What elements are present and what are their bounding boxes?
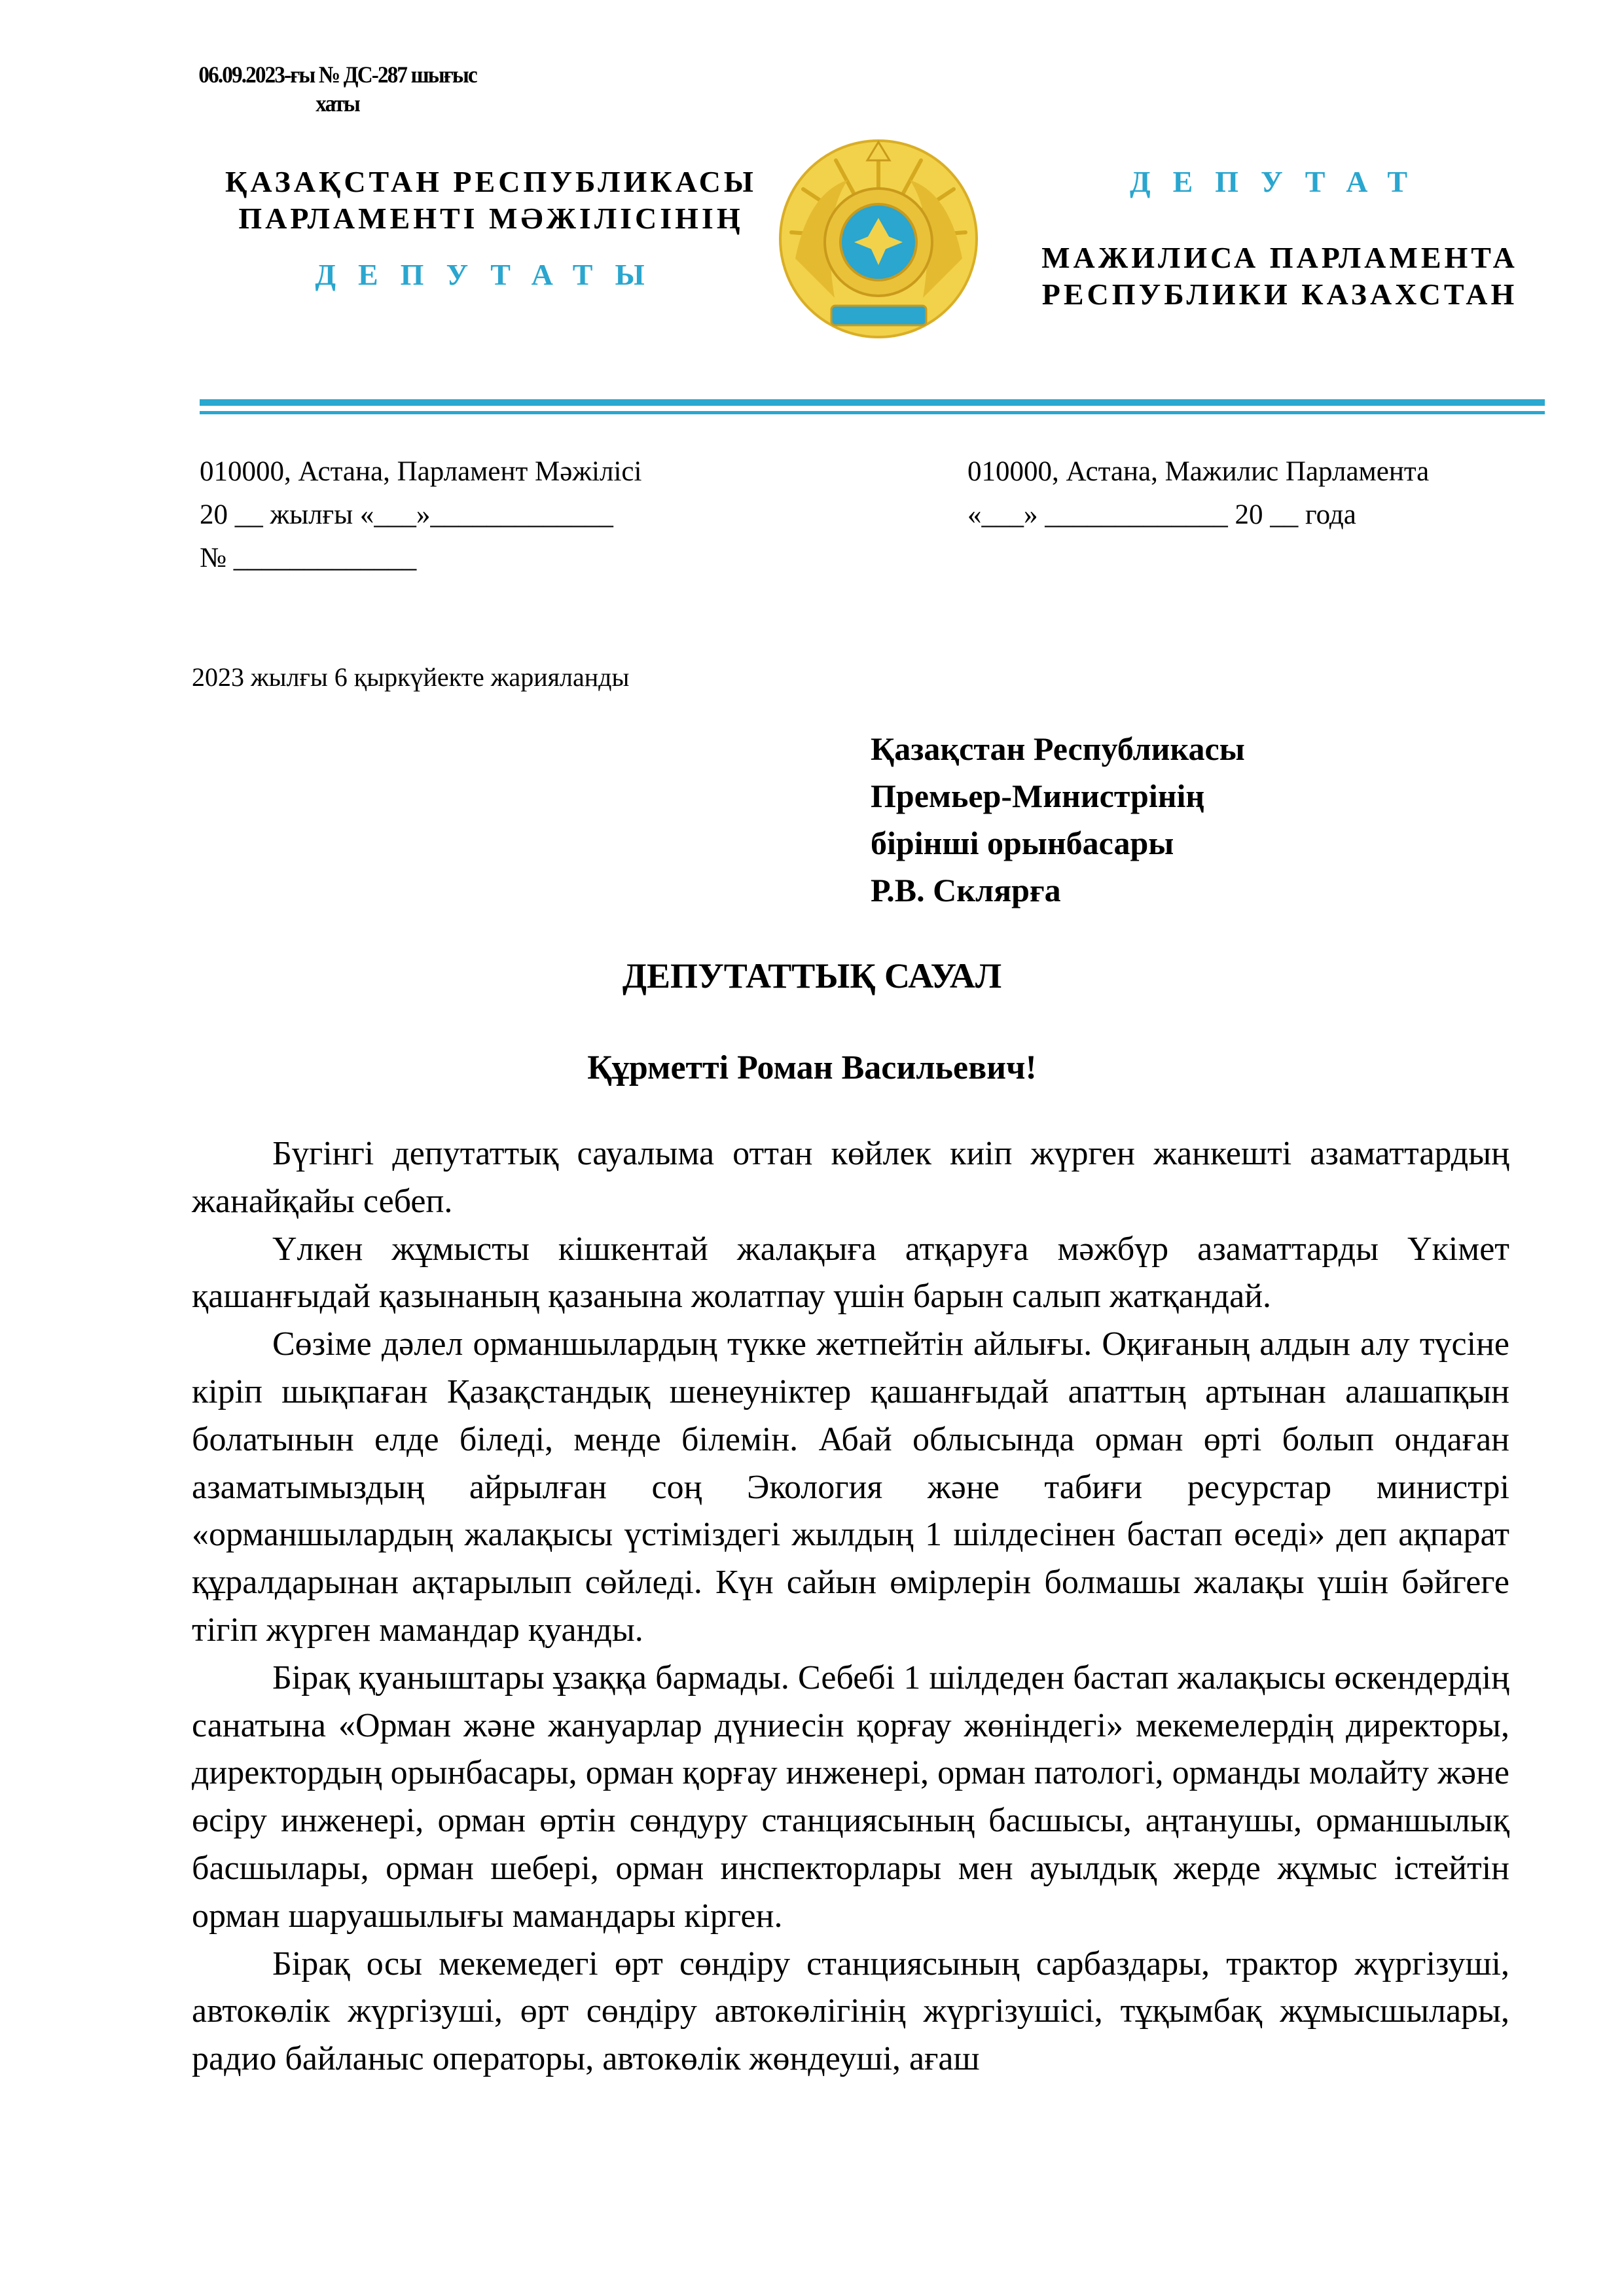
header-divider-thin bbox=[200, 411, 1545, 414]
state-emblem-icon bbox=[769, 134, 988, 344]
body-paragraph: Бірақ қуаныштары ұзаққа бармады. Себебі 1 шілдеден бастап жалақысы өскендердің санатына «Орман және жануарлар дүниесін қорғау жөніндегі» мекемелердің директоры, директордың орынбасары, орман қорғау инженері, орман патологі, орманды молайту және өсіру инженері, орман өртін сөндуру станциясының басшысы, аңтанушы, орманшылық басшылары, орман шебері, орман инспекторлары мен ауылдық жерде жұмыс істейтін орман шаруашылығы мамандары кірген. bbox=[192, 1659, 1509, 1935]
address-left-line3: № _____________ bbox=[200, 543, 417, 573]
document-title: ДЕПУТАТТЫҚ САУАЛ bbox=[622, 956, 1002, 996]
header-right-russian bbox=[1021, 164, 1538, 313]
header-left-deputy: ДЕПУТАТЫ bbox=[315, 258, 667, 291]
header-left-line1: ҚАЗАҚСТАН РЕСПУБЛИКАСЫ bbox=[225, 165, 757, 198]
published-note: 2023 жылғы 6 қыркүйекте жарияланды bbox=[192, 662, 630, 692]
salutation: Құрметті Роман Васильевич! bbox=[587, 1049, 1037, 1086]
recipient-line2: Премьер-Министрінің bbox=[871, 778, 1205, 814]
body-paragraph: Бүгінгі депутаттық сауалыма оттан көйлек киіп жүрген жанкешті азаматтардың жанайқайы себеп. bbox=[192, 1135, 1509, 1220]
recipient-line3: бірінші орынбасары bbox=[871, 825, 1174, 861]
header-left-line2: ПАРЛАМЕНТІ МӘЖІЛІСІНІҢ bbox=[238, 202, 744, 235]
address-left-line2: 20 __ жылғы «___»_____________ bbox=[200, 499, 613, 530]
address-block-russian bbox=[967, 450, 1429, 537]
address-block-kazakh bbox=[200, 450, 641, 580]
outgoing-letter-line1: 06.09.2023-ғы № ДС-287 шығыс bbox=[198, 62, 477, 88]
recipient-block bbox=[871, 725, 1245, 914]
body-paragraph: Бірақ осы мекемедегі өрт сөндіру станциясының сарбаздары, трактор жүргізуші, автокөлік жүргізуші, өрт сөндіру автокөлігінің жүргізушісі, тұқымбақ жұмысшылары, радио байланыс операторы, автокөлік жөндеуші, ағаш bbox=[192, 1945, 1509, 2078]
header-right-deputy: ДЕПУТАТ bbox=[1129, 165, 1430, 198]
address-right-line1: 010000, Астана, Мажилис Парламента bbox=[967, 456, 1430, 487]
header-right-line3: РЕСПУБЛИКИ КАЗАХСТАН bbox=[1041, 278, 1518, 311]
document-body bbox=[192, 1130, 1509, 2083]
recipient-line1: Қазақстан Республикасы bbox=[871, 730, 1245, 767]
address-left-line1: 010000, Астана, Парламент Мәжілісі bbox=[200, 456, 642, 487]
header-left-kazakh bbox=[196, 164, 785, 293]
outgoing-letter-line2: хаты bbox=[316, 90, 359, 117]
outgoing-letter-number bbox=[169, 60, 506, 118]
body-paragraph: Үлкен жұмысты кішкентай жалақыға атқаруға мәжбүр азаматтарды Үкімет қашанғыдай қазынаның қазанына жолатпау үшін барын салып жатқандай. bbox=[192, 1230, 1509, 1316]
header-right-line2: МАЖИЛИСА ПАРЛАМЕНТА bbox=[1041, 241, 1518, 274]
header-divider-thick bbox=[200, 399, 1545, 406]
recipient-line4: Р.В. Склярға bbox=[871, 872, 1061, 908]
address-right-line2: «___» _____________ 20 __ года bbox=[967, 499, 1356, 530]
body-paragraph: Сөзіме дәлел орманшылардың түкке жетпейтін айлығы. Оқиғаның алдын алу түсіне кіріп шықпаған Қазақстандық шенеуніктер қашанғыдай апаттың артынан алашапқын болатынын елде біледі, менде білемін. Абай облысында орман өрті болып ондаған азаматымыздың айрылған соң Экология және табиғи ресурстар министрі «орманшылардың жалақысы үстіміздегі жылдың 1 шілдесінен бастап өседі» деп ақпарат құралдарынан ақтарылып сөйледі. Күн сайын өмірлерін болмашы жалақы үшін бәйгеге тігіп жүрген мамандар қуанды. bbox=[192, 1325, 1509, 1649]
